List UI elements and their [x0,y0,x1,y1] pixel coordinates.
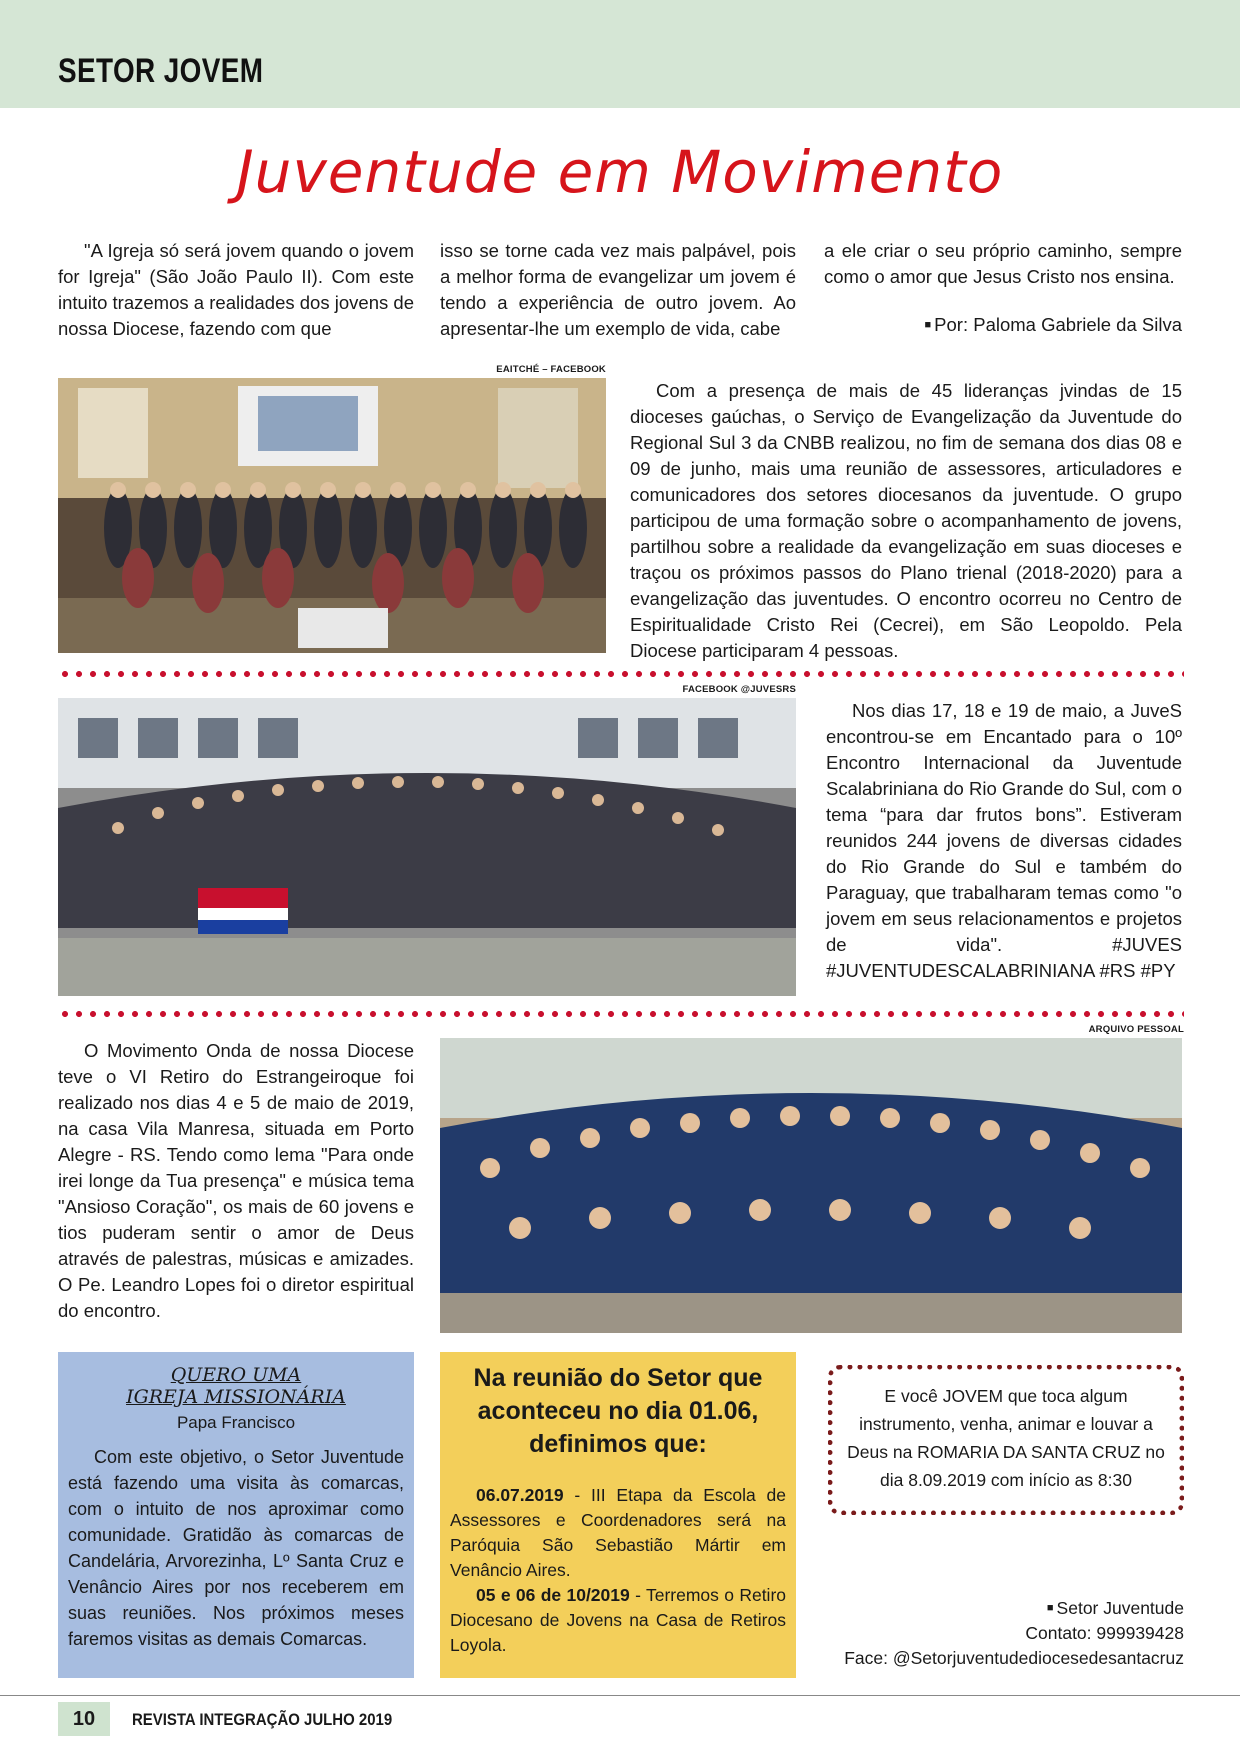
decisions-title: Na reunião do Setor que aconteceu no dia 01.06, definimos que: [473,1364,763,1458]
intro-column-3: a ele criar o seu próprio caminho, sempre como o amor que Jesus Cristo nos ensina. [824,240,1182,287]
footer-line [0,1695,1240,1696]
intro-column-1: "A Igreja só será jovem quando o jovem for Igreja" (São João Paulo II). Com este intuito trazemos a realidades dos jovens de nossa Diocese, fazendo com que [58,240,414,339]
romaria-invite-box [828,1365,1184,1515]
page-title: Juventude em Movimento [236,138,1004,206]
contact-name: ■ Setor Juventude [828,1596,1184,1621]
section-label: SETOR JOVEM [58,52,264,90]
group-photo-3 [440,1038,1182,1333]
photo-credit-1: EAITCHÉ – FACEBOOK [496,364,606,375]
decision-item-1-text: - III Etapa da Escola de Assessores e Coordenadores será na Paróquia São Sebastião Mártir em Venâncio Aires. [450,1485,786,1580]
dotted-divider-2 [58,1010,1184,1018]
publication-name: REVISTA INTEGRAÇÃO JULHO 2019 [132,1710,393,1729]
story-3-text: O Movimento Onda de nossa Diocese teve o VI Retiro do Estrangeiroque foi realizado nos dias 4 e 5 de maio de 2019, na casa Vila Manresa, situada em Porto Alegre - RS. Tendo como lema "Para onde irei longe da Tua presença" e música tema "Ansioso Coração", os mais de 60 jovens e tios puderam sentir o amor de Deus através de palestras, músicas e amizades. O Pe. Leandro Lopes foi o diretor espiritual do encontro. [58,1040,414,1321]
decision-item-2-date: 05 e 06 de 10/2019 [476,1585,630,1605]
contact-phone: Contato: 999939428 [1025,1623,1184,1643]
romaria-invite-text: E você JOVEM que toca algum instrumento, venha, animar e louvar a Deus na ROMARIA DA SANTA CRUZ no dia 8.09.2019 com início as 8:30 [847,1386,1165,1490]
page-number: 10 [58,1702,110,1736]
group-photo-1 [58,378,606,653]
byline: ■ Por: Paloma Gabriele da Silva [824,312,1182,338]
decision-item-2 [450,1583,786,1658]
missionary-box [58,1352,414,1678]
intro-column-2: isso se torne cada vez mais palpável, pois a melhor forma de evangelizar um jovem é tendo a experiência de outro jovem. Ao apresentar-lhe um exemplo de vida, cabe [440,240,796,339]
missionary-title-1: QUERO UMA [170,1364,302,1386]
dotted-divider-1 [58,670,1184,678]
missionary-text: Com este objetivo, o Setor Juventude está fazendo uma visita às comarcas, com o intuito de nos aproximar como comunidade. Gratidão às comarcas de Candelária, Arvorezinha, Lº Santa Cruz e Venâncio Aires por nos receberem em suas reuniões. Nos próximos meses faremos visitas as demais Comarcas. [68,1447,404,1649]
story-1-text: Com a presença de mais de 45 lideranças jvindas de 15 dioceses gaúchas, o Serviço de Evangelização da Juventude do Regional Sul 3 da CNBB realizou, no fim de semana dos dias 08 e 09 de junho, mais uma reunião de assessores, articuladores e comunicadores dos setores diocesanos da juventude. O grupo participou de uma formação sobre o acompanhamento de jovens, partilhou sobre a realidade da evangelização em suas dioceses e traçou os próximos passos do Plano trienal (2018-2020) para a evangelização das juventudes. O encontro ocorreu no Centro de Espiritualidade Cristo Rei (Cecrei), em São Leopoldo. Pela Diocese participaram 4 pessoas. [630,380,1182,661]
decision-item-2-text: - Terremos o Retiro Diocesano de Jovens na Casa de Retiros Loyola. [450,1585,786,1655]
decision-item-1 [450,1483,786,1583]
missionary-title-2: IGREJA MISSIONÁRIA [126,1386,346,1408]
photo-credit-2: FACEBOOK @JUVESRS [682,684,796,695]
contact-face: Face: @Setorjuventudediocesedesantacruz [844,1648,1184,1668]
decision-item-1-date: 06.07.2019 [476,1485,564,1505]
story-2-text: Nos dias 17, 18 e 19 de maio, a JuveS encontrou-se em Encantado para o 10º Encontro Internacional da Juventude Scalabriniana do Rio Grande do Sul, com o tema “para dar frutos bons”. Estiveram reunidos 244 jovens de diversas cidades do Rio Grande do Sul e também do Paraguay, que trabalharam temas como "o jovem em seus relacionamentos e projetos de vida". #JUVES #JUVENTUDESCALABRINIANA #RS #PY [826,700,1182,981]
decisions-box [440,1352,796,1678]
missionary-subtitle: Papa Francisco [176,1413,296,1432]
group-photo-2 [58,698,796,996]
photo-credit-3: ARQUIVO PESSOAL [1088,1024,1184,1035]
